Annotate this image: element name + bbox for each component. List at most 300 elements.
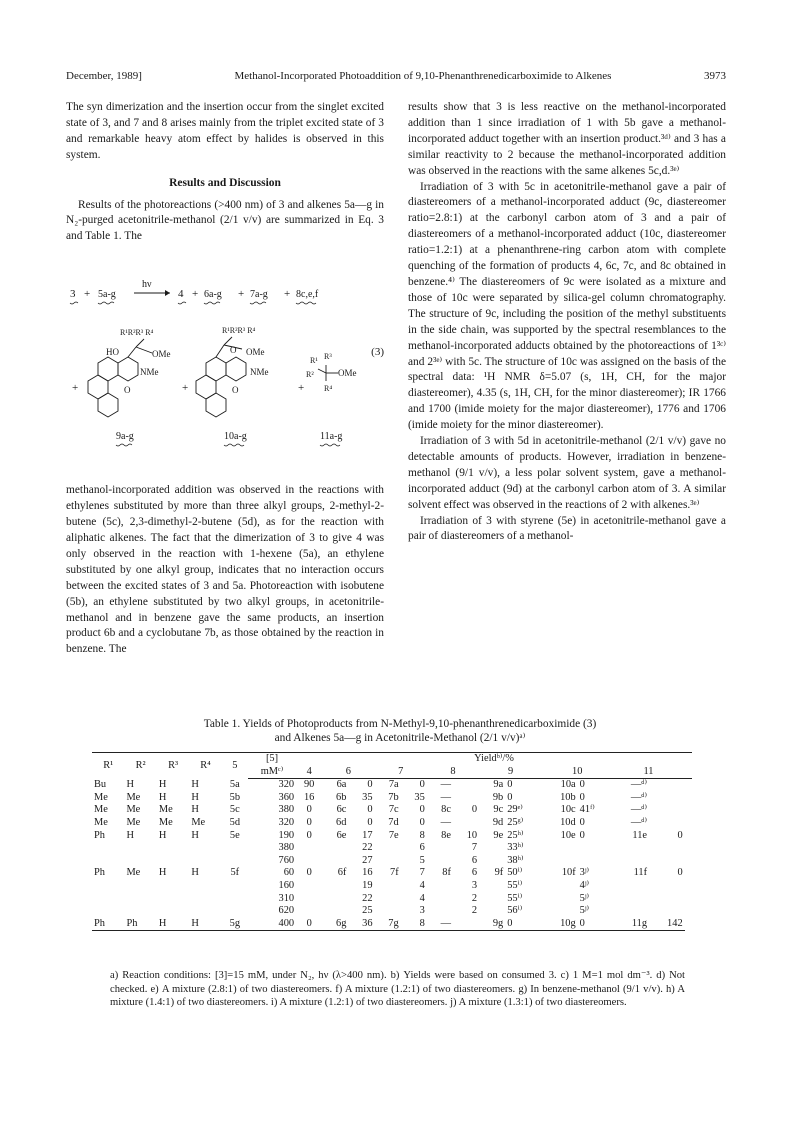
table-cell-r1 (92, 855, 124, 868)
table-cell-c9 (479, 893, 505, 906)
table-cell-y10: 0 (579, 816, 585, 828)
product-6: 6a-g (204, 289, 222, 301)
table-cell-y6: 0 (367, 779, 373, 791)
table-cell-c8: — (440, 779, 451, 791)
table-cell-y8: 6 (471, 867, 478, 879)
wavy-underlines (70, 302, 316, 304)
table-cell-y6: 16 (362, 867, 373, 879)
table-cell-r3 (157, 880, 189, 893)
table-cell-conc: 360 (278, 791, 295, 803)
table-cell-r1: Ph (94, 829, 105, 841)
table-cell-c6 (322, 855, 348, 868)
header-product-6: 6 (322, 766, 374, 779)
table-cell-r2 (124, 880, 156, 893)
table-cell-c9: 9f (494, 867, 504, 879)
table-row (92, 817, 692, 830)
table-cell-r3: H (158, 778, 167, 790)
table-cell-c7 (375, 842, 401, 855)
structure-10-r-groups: R¹R²R³ R⁴ (222, 326, 256, 336)
table-cell-y8 (453, 792, 479, 805)
table-cell-r4 (189, 880, 221, 893)
table-cell-r2 (124, 842, 156, 855)
table-cell-r1: Ph (94, 867, 105, 879)
table-cell-c9 (479, 905, 505, 918)
left-paragraph-2: Results of the photoreactions (>400 nm) of 3 and alkenes 5a—g in N₂-purged acetonitrile-methanol (2/1 v/v) are summarized in Eq. 3 and Table 1. The (66, 198, 384, 243)
table-cell-c7 (375, 855, 401, 868)
table-cell-conc: 380 (278, 804, 295, 816)
header-product-7: 7 (375, 766, 427, 779)
header-concentration: [5] (248, 753, 296, 766)
scheme-drawing (66, 253, 366, 473)
table-cell-c10: 10e (560, 829, 576, 841)
right-paragraph-1: results show that 3 is less reactive on the methanol-incorporated addition than 1 since irradiation of 1 with 5b gave a methanol-incorporated adduct together with an insertion product.³ᵈ⁾ and 3 has a similar reactivity to 2 because the methanol-incorporated addition was observed in the reactions with the same alkenes 5c,d.³ᵉ⁾ (408, 101, 726, 177)
header-yield: Yieldᵇ⁾/% (296, 753, 692, 766)
table-cell-y6: 0 (367, 804, 373, 816)
table-cell-c9: 9e (493, 829, 504, 841)
table-cell-r4 (189, 905, 221, 918)
table-cell-conc: 760 (278, 854, 295, 866)
table-cell-r1 (92, 893, 124, 906)
reaction-scheme (66, 253, 384, 473)
table-cell-y7: 0 (419, 779, 425, 791)
table-cell-c7 (375, 905, 401, 918)
table-row (92, 792, 692, 805)
table-cell-y9: 25ᵍ⁾ (507, 816, 524, 828)
table-cell-y4: 0 (306, 829, 312, 841)
table-cell-c10 (542, 880, 578, 893)
plus-sign: + (72, 382, 79, 395)
header-r2: R² (124, 753, 156, 779)
table-cell-y6: 22 (362, 842, 373, 854)
table-cell-y6: 27 (362, 854, 373, 866)
table-row (92, 830, 692, 843)
table-cell-y9: 0 (505, 918, 542, 931)
table-cell-conc: 60 (283, 867, 295, 879)
table-cell-c11 (612, 880, 649, 893)
table-cell-y10: 0 (578, 918, 613, 931)
table-cell-y10 (578, 842, 613, 855)
table-cell-c6: 6a (336, 779, 347, 791)
table-cell-y8: 2 (471, 892, 478, 904)
table-cell-y4: 0 (306, 816, 312, 828)
table-cell-r1: Me (94, 816, 108, 828)
table-cell-conc: 400 (248, 918, 296, 931)
table-cell-r3: H (158, 867, 167, 879)
table-cell-y10: 0 (579, 791, 585, 803)
right-paragraph-4: Irradiation of 3 with styrene (5e) in acetonitrile-methanol gave a pair of diastereomers of a methanol- (408, 514, 726, 543)
hv-label: hν (142, 279, 152, 291)
table-cell-c8 (427, 905, 453, 918)
table-cell-r1: Me (94, 804, 108, 816)
table-cell-y7: 4 (419, 879, 425, 891)
table-cell-r1 (92, 842, 124, 855)
table-cell-y10: 0 (579, 779, 585, 791)
table-cell-y10: 3ʲ⁾ (579, 867, 590, 879)
table-cell-c9: 9d (492, 816, 504, 828)
table-cell-c6: 6b (336, 791, 347, 803)
table-cell-r2: H (126, 778, 134, 790)
table-cell-y11 (649, 893, 685, 906)
table-cell-y9: 29ᵉ⁾ (507, 804, 523, 816)
table-row (92, 880, 692, 893)
plus-sign: + (182, 382, 189, 395)
structure-11-ome: OMe (338, 368, 357, 379)
table-cell-r2 (124, 855, 156, 868)
table-cell-r1 (92, 905, 124, 918)
table-cell-c9: 9c (493, 804, 504, 816)
table-cell-s (222, 855, 248, 868)
table-cell-y10: 0 (579, 829, 585, 841)
table-cell-r4 (189, 855, 221, 868)
plus-sign: + (298, 382, 305, 395)
table-cell-r4: H (191, 804, 199, 816)
table-cell-y11 (649, 792, 685, 805)
table-cell-y6: 22 (362, 892, 373, 904)
left-paragraph-3: methanol-incorporated addition was observed in the reactions with ethylenes substituted by more than three alkyl groups, 2-methyl-2-butene (5c), 2,3-dimethyl-2-butene (5d), as for the reaction with aliphatic alkenes. The fact that the dimerization of 3 to give 4 was only observed in the reaction with 1-hexene (5a), an ethylene substituted by one alkyl group, indicates that no interaction occurs between the excited states of 3 and 5a. Photoreaction with isobutene (5b), an ethylene substituted by two alkyl groups, in acetonitrile-methanol and in benzene gave the same products, an insertion product 6b and a cyclobutane 7b, as those obtained by the reaction in benzene. The (66, 484, 384, 656)
left-paragraph-1: The syn dimerization and the insertion occur from the singlet excited state of 3, and 7 and 8 arises mainly from the triplet excited state of 3 and remarkable heavy atom effect by halides is observed in this system. (66, 101, 384, 161)
table-cell-y7: 5 (419, 854, 425, 866)
table-cell-y9: 55ⁱ⁾ (507, 892, 523, 904)
table-cell-r3: Me (158, 804, 173, 816)
table-cell-s: 5b (229, 791, 241, 803)
table-cell-y8 (453, 817, 479, 830)
plus-sign: + (192, 288, 199, 301)
table-cell-r2: Ph (124, 918, 156, 931)
table-cell-r4: H (191, 791, 199, 803)
table-cell-y9: 38ʰ⁾ (507, 854, 524, 866)
table-cell-s (222, 893, 248, 906)
table-cell-y8 (453, 779, 479, 792)
table-cell-s: 5f (230, 867, 240, 879)
table-cell-c6: 6e (336, 829, 347, 841)
table-cell-s (222, 880, 248, 893)
table-cell-y11 (649, 905, 685, 918)
table-cell-y7: 6 (419, 842, 425, 854)
table-row (92, 905, 692, 918)
table-footnotes: a) Reaction conditions: [3]=15 mM, under N₂, hν (λ>400 nm). b) Yields were based on consumed 3. c) 1 M=1 mol dm⁻³. d) Not checked. e) A mixture (2.8:1) of two diastereomers. f) A mixture (1.2:1) of two diastereomers. g) In benzene-methanol (9/1 v/v). h) A mixture (1.4:1) of two diastereomers. i) A mixture (1.2:1) of two diastereomers. j) A mixture (1.3:1) of two diastereomers. (110, 970, 685, 1009)
table-cell-y9: 0 (507, 779, 513, 791)
table-cell-c7: 7a (388, 779, 399, 791)
header-r4: R⁴ (189, 753, 221, 779)
table-cell-r3: H (157, 918, 189, 931)
table-cell-c11: 11g (612, 918, 649, 931)
table-cell-y8: 3 (471, 879, 478, 891)
table-title (130, 717, 670, 745)
table-cell-y7: 35 (414, 791, 425, 803)
table-cell-c8: — (427, 918, 453, 931)
table-cell-y8: 2 (471, 905, 478, 917)
table-cell-r3 (157, 893, 189, 906)
table-cell-s: 5a (229, 778, 240, 790)
table-cell-r1: Me (94, 791, 108, 803)
table-cell-c11 (612, 893, 649, 906)
right-paragraph-2: Irradiation of 3 with 5c in acetonitrile-methanol gave a pair of diastereomers of a methanol-incorporated adduct (9c, diastereomer ratio=2.8:1) at the carbonyl carbon atom of 3 and a pair of diastereomers of a methanol-incorporated adduct (10c, diastereomer ratio=1.2:1) at a phenanthrene-ring carbon atom with complete quenching of the formation of products 4, 6c, 7c, and 8c obtained in benzene.⁴⁾ The diastereomers of 9c were isolated as a mixture and those of 10c were separated by silica-gel column chromatography. The structure of 9c, including the position of the methyl substituents in the side chain, was supported by the spectral resemblances to the methanol-incorporated adducts obtained by the photoreactions of 1³ᶜ⁾ and 2³ᵉ⁾ with 5c. The structure of 10c was assigned on the basis of the spectral data: ¹H NMR δ=5.07 (s, 1H, CH, for the major diastereomer), 4.35 (s, 1H, CH, for the minor diastereomer); IR 1766 and 1700 (imide moiety for the major diastereomer), 1776 and 1706 (imide moiety for the minor diastereomer). (408, 180, 726, 432)
table-cell-c11: —ᵈ⁾ (630, 804, 648, 816)
table-cell-c9: 9g (479, 918, 505, 931)
table-cell-r1: Ph (92, 918, 124, 931)
table-cell-c9 (479, 855, 505, 868)
table-cell-c10 (542, 893, 578, 906)
table-cell-y6: 36 (348, 918, 374, 931)
table-cell-y4 (296, 855, 322, 868)
table-row (92, 893, 692, 906)
table-cell-r3: Me (158, 816, 173, 828)
table-cell-r4: H (191, 867, 199, 879)
structure-10-label: 10a-g (224, 431, 247, 443)
table-cell-c10: 10c (560, 804, 576, 816)
table-cell-r2: Me (126, 816, 141, 828)
structure-11-r4: R⁴ (324, 384, 333, 394)
left-column (66, 100, 384, 658)
table-cell-y7: 4 (419, 892, 425, 904)
table-cell-c11: —ᵈ⁾ (630, 791, 648, 803)
table-cell-y7: 0 (419, 816, 425, 828)
table-cell-r3 (157, 855, 189, 868)
table-cell-c7 (375, 880, 401, 893)
table-row (92, 867, 692, 880)
table-cell-y8: 10 (466, 829, 478, 841)
table-cell-r4 (189, 893, 221, 906)
structure-9-label: 9a-g (116, 431, 134, 443)
table-cell-r3 (157, 905, 189, 918)
table-cell-c6: 6c (336, 804, 347, 816)
table-cell-r2: Me (126, 804, 141, 816)
table-cell-c6 (322, 842, 348, 855)
structure-10-o-top: O (230, 345, 237, 356)
plus-sign: + (284, 288, 291, 301)
table-cell-y4: 90 (303, 779, 315, 791)
table-cell-y11 (649, 880, 685, 893)
table-cell-c8 (427, 893, 453, 906)
table-cell-r2 (124, 905, 156, 918)
table-cell-y4: 0 (306, 804, 312, 816)
running-header (66, 70, 726, 86)
structure-9 (88, 339, 152, 417)
structure-10-nme: NMe (250, 367, 269, 378)
header-date: December, 1989] (66, 70, 142, 82)
table-cell-s: 5e (229, 829, 240, 841)
table-cell-r1 (92, 880, 124, 893)
table-cell-r4: H (189, 918, 221, 931)
table-cell-y9: 25ʰ⁾ (507, 829, 524, 841)
structure-10 (196, 337, 246, 417)
table-cell-y4 (296, 893, 322, 906)
table-cell-c10: 10g (542, 918, 578, 931)
table-cell-y11 (649, 804, 685, 817)
table-title-line-1: Table 1. Yields of Photoproducts from N-Methyl-9,10-phenanthrenedicarboximide (3) (203, 718, 597, 730)
table-cell-y4: 0 (296, 918, 322, 931)
table-cell-r4: Me (191, 816, 206, 828)
header-page-number: 3973 (703, 70, 726, 82)
product-4: 4 (178, 288, 184, 301)
wavy-underlines-2 (116, 444, 340, 446)
table-cell-y9: 56ⁱ⁾ (507, 905, 523, 917)
arrow-head (165, 290, 170, 296)
table-cell-y8: 7 (471, 842, 478, 854)
structure-11-r1: R¹ (310, 356, 318, 366)
table-cell-c8: 8e (441, 829, 451, 841)
table-cell-c9: 9a (493, 779, 504, 791)
header-alkene: 5 (222, 753, 248, 779)
table-cell-c10: 10d (560, 816, 576, 828)
table-cell-y6: 35 (362, 791, 373, 803)
table-cell-c11: 11f (633, 867, 648, 879)
structure-9-r-groups: R¹R²R³ R⁴ (120, 328, 154, 338)
table-cell-y8 (453, 918, 479, 931)
table-cell-conc: 320 (278, 779, 295, 791)
table-cell-c7: 7f (390, 867, 399, 879)
table-cell-s (222, 842, 248, 855)
table-body (92, 779, 692, 931)
table-cell-y10: 5ʲ⁾ (579, 892, 590, 904)
table-cell-y11 (649, 779, 685, 792)
section-heading: Results and Discussion (169, 176, 281, 189)
table-cell-y10: 41ᶠ⁾ (579, 804, 595, 816)
table-cell-c8: 8f (442, 867, 451, 879)
table-cell-c7: 7g (375, 918, 401, 931)
structure-9-ho: HO (106, 347, 119, 358)
table-cell-c11 (612, 855, 649, 868)
equation-number: (3) (371, 346, 384, 359)
table-cell-y9: 0 (507, 791, 513, 803)
table-cell-c11: 11e (632, 829, 648, 841)
table-cell-c7 (375, 893, 401, 906)
table-cell-y11: 142 (649, 918, 685, 931)
table-cell-r2: H (126, 829, 134, 841)
table-cell-y9: 33ʰ⁾ (507, 842, 524, 854)
table-cell-y7: 0 (419, 804, 425, 816)
table-cell-y4: 16 (303, 791, 315, 803)
table-cell-y7: 8 (419, 829, 425, 841)
table-cell-s: 5c (229, 804, 240, 816)
table-cell-r3: H (158, 829, 167, 841)
table-cell-y10: 4ʲ⁾ (579, 879, 590, 891)
table-cell-y11 (649, 817, 685, 830)
table-cell-c6: 6f (337, 867, 347, 879)
table-row (92, 842, 692, 855)
table-cell-c11: —ᵈ⁾ (630, 779, 648, 791)
table-cell-c6: 6g (322, 918, 348, 931)
table-cell-c7: 7d (388, 816, 399, 828)
table-cell-r4: H (191, 829, 199, 841)
table-cell-c10 (542, 842, 578, 855)
structure-9-nme: NMe (140, 367, 159, 378)
table-cell-c6 (322, 905, 348, 918)
structure-11-label: 11a-g (320, 431, 343, 443)
table-cell-conc: 160 (278, 879, 295, 891)
table-cell-s (222, 905, 248, 918)
table-cell-y9: 50ⁱ⁾ (507, 867, 523, 879)
structure-11-r3: R³ (324, 352, 332, 362)
product-7: 7a-g (250, 289, 268, 301)
table-cell-y7: 8 (401, 918, 427, 931)
plus-sign: + (238, 288, 245, 301)
table-cell-y7: 7 (419, 867, 425, 879)
table-cell-y9: 55ⁱ⁾ (507, 879, 523, 891)
table-cell-c11 (612, 905, 649, 918)
table-title-line-2: and Alkenes 5a—g in Acetonitrile-Methanol (2/1 v/v)ᵃ⁾ (274, 732, 526, 744)
table-cell-s: 5d (229, 816, 241, 828)
table-cell-r4: H (191, 778, 199, 790)
table-row (92, 918, 692, 931)
product-8: 8c,e,f (296, 289, 319, 301)
table-cell-y6: 0 (367, 816, 373, 828)
table-row (92, 804, 692, 817)
table-cell-c9 (479, 880, 505, 893)
table-cell-y4 (296, 842, 322, 855)
structure-10-o: O (232, 385, 239, 396)
header-product-4: 4 (296, 766, 322, 779)
reactant-5: 5a-g (98, 289, 116, 301)
table-cell-conc: 620 (278, 905, 295, 917)
table-cell-c8: — (440, 791, 451, 803)
table-cell-y11: 0 (677, 867, 683, 879)
table-cell-c6: 6d (336, 816, 347, 828)
table-cell-r4 (189, 842, 221, 855)
table-cell-c8 (427, 880, 453, 893)
table-cell-c10 (542, 855, 578, 868)
table-cell-c6 (322, 893, 348, 906)
table-cell-c8 (427, 855, 453, 868)
table-cell-y8: 0 (471, 804, 478, 816)
table-cell-y11 (649, 855, 685, 868)
table-cell-y6: 25 (362, 905, 373, 917)
table-cell-r1: Bu (94, 778, 107, 790)
table-cell-conc: 190 (278, 829, 295, 841)
table-cell-r2: Me (126, 791, 141, 803)
table-cell-r2: Me (126, 867, 141, 879)
table-cell-c8: — (440, 816, 451, 828)
yields-table (92, 752, 692, 931)
table-cell-y11 (649, 842, 685, 855)
table-cell-conc: 320 (278, 816, 295, 828)
table-cell-r2 (124, 893, 156, 906)
table-cell-c8 (427, 842, 453, 855)
table-cell-r3 (157, 842, 189, 855)
table-cell-y4: 0 (306, 867, 312, 879)
table-cell-c9 (479, 842, 505, 855)
table-cell-conc: 310 (278, 892, 295, 904)
header-running-title: Methanol-Incorporated Photoaddition of 9,10-Phenanthrenedicarboximide to Alkenes (234, 70, 612, 82)
table-cell-c10: 10a (560, 779, 576, 791)
table-cell-c8: 8c (441, 804, 451, 816)
table-cell-r3: H (158, 791, 167, 803)
plus-sign: + (84, 288, 91, 301)
right-paragraph-3: Irradiation of 3 with 5d in acetonitrile-methanol (2/1 v/v) gave no detectable amounts of products. However, irradiation in benzene-methanol (9/1 v/v), a less polar solvent system, gave a methanol-incorporated adduct (9d) at the carbonyl carbon atom of 3. A similar solvent effect was observed in the reactions of 2 with alkenes.³ᵉ⁾ (408, 435, 726, 511)
table-cell-y11: 0 (677, 829, 683, 841)
table-cell-y6: 17 (362, 829, 373, 841)
table-row (92, 855, 692, 868)
structure-9-o: O (124, 385, 131, 396)
table-cell-y4 (296, 905, 322, 918)
table-cell-conc: 380 (278, 842, 295, 854)
table-cell-c11: —ᵈ⁾ (630, 816, 648, 828)
header-r1: R¹ (92, 753, 124, 779)
table-cell-c10: 10b (560, 791, 576, 803)
table-cell-c7: 7c (388, 804, 399, 816)
header-product-11: 11 (612, 766, 684, 779)
header-product-9: 9 (479, 766, 542, 779)
table-cell-c9: 9b (492, 791, 504, 803)
table-cell-y10: 5ʲ⁾ (579, 905, 590, 917)
table-cell-c6 (322, 880, 348, 893)
structure-10-ome: OMe (246, 347, 265, 358)
table-cell-c10: 10f (561, 867, 576, 879)
header-concentration-unit: mMᶜ⁾ (248, 766, 296, 779)
header-product-10: 10 (542, 766, 612, 779)
table-cell-s: 5g (222, 918, 248, 931)
right-column (408, 100, 726, 545)
